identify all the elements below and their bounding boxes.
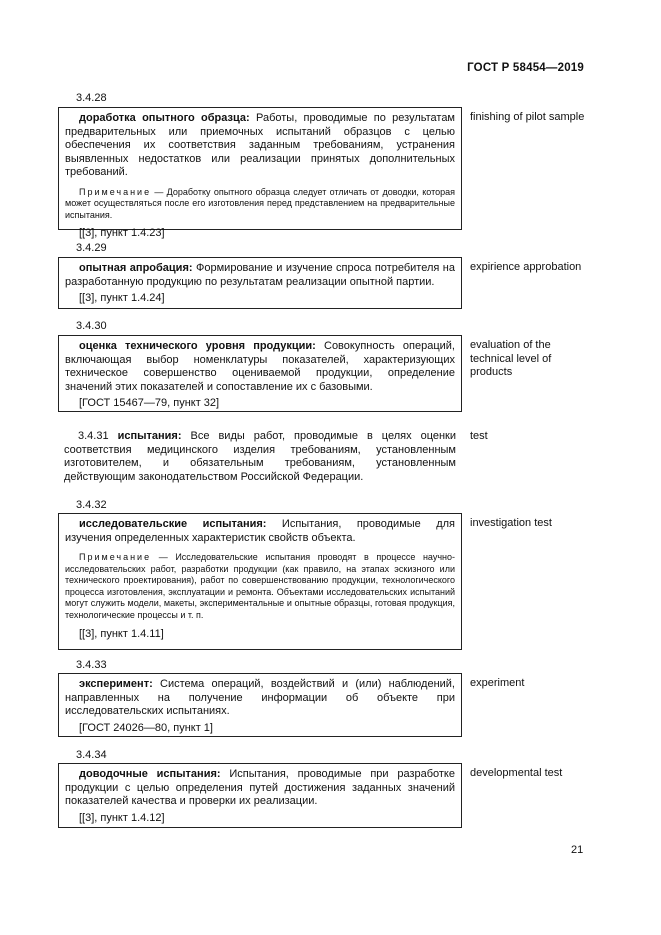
term-number: 3.4.34	[76, 749, 107, 761]
standard-header: ГОСТ Р 58454—2019	[467, 62, 584, 74]
term-box	[58, 257, 462, 309]
english-term: investigation test	[470, 517, 552, 529]
term-name: эксперимент:	[79, 678, 153, 690]
term-name: доводочные испытания:	[79, 768, 221, 780]
term-definition	[65, 340, 455, 394]
english-term: evaluation of the technical level of products	[470, 339, 552, 378]
term-definition	[65, 768, 455, 809]
definition-text: Все виды работ, проводимые в целях оценки соответствия медицинского изделия требованиям, установленным изготовителем, и обязательным требованиям, установленным действующим законодательством Российской Федерации.	[64, 430, 457, 483]
note-label: Примечание	[79, 552, 152, 562]
term-name: исследовательские испытания:	[79, 518, 267, 530]
term-source: [[3], пункт 1.4.24]	[79, 292, 165, 304]
english-term: test	[470, 430, 488, 442]
term-note	[65, 187, 455, 222]
term-box	[58, 107, 462, 240]
term-box	[58, 513, 462, 650]
english-term: expirience approbation	[470, 261, 582, 273]
term-source: [[3], пункт 1.4.23]	[79, 227, 165, 240]
definition-text: Совокупность операций, включающая выбор номенклатуры показателей, характеризующих техническое совершенство оцениваемой продукции, определение значений этих показателей и сопоставление их с базовыми.	[65, 340, 455, 393]
term-name: доработка опытного образца:	[79, 112, 250, 124]
term-source: [ГОСТ 15467—79, пункт 32]	[79, 397, 220, 409]
term-definition	[65, 678, 455, 719]
english-term: experiment	[470, 677, 525, 689]
english-term: developmental test	[470, 767, 563, 779]
definition-text: Система операций, воздействий и (или) наблюдений, направленных на получение информации об объекте при исследовательских испытаниях.	[65, 678, 455, 717]
term-name: испытания:	[117, 430, 182, 442]
definition-text: Испытания, проводимые для изучения определенных характеристик свойств объекта.	[65, 518, 455, 544]
term-definition	[64, 430, 456, 484]
term-number: 3.4.31	[78, 430, 109, 442]
term-source: [[3], пункт 1.4.12]	[79, 811, 165, 824]
note-text: — Исследовательские испытания проводят в процессе научно-исследовательских работ, разработки продукции (как правило, на этапах эскизного или технического проектирования), работ по совершенствованию продукции, технологического процесса изготовления, эксплуатации и ремонта. Объектами исследовательских испытаний могут служить модели, макеты, экспериментальные и опытные образцы, готовая продукция, технологические процессы и т. п.	[65, 552, 455, 620]
term-box	[58, 673, 462, 737]
definition-text: Работы, проводимые по результатам предварительных или приемочных испытаний образцов с целью обеспечения их соответствия заданным требованиям, устранения выявленных недостатков или реализации принятых дополнительных требований.	[65, 112, 455, 178]
term-definition	[65, 112, 455, 180]
term-plain	[58, 430, 462, 484]
term-box	[58, 335, 462, 412]
term-definition	[65, 262, 455, 289]
term-number: 3.4.33	[76, 659, 107, 671]
definition-text: Формирование и изучение спроса потребителя на разработанную продукцию по результатам реализации опытной партии.	[65, 262, 455, 288]
page-number: 21	[571, 844, 584, 856]
english-term: finishing of pilot sample	[470, 111, 585, 123]
definition-text: Испытания, проводимые при разработке продукции с целью определения путей достижения заданных значений показателей качества и проверки их реализации.	[65, 768, 455, 807]
term-number: 3.4.28	[76, 92, 107, 104]
term-note	[65, 552, 455, 622]
note-text: — Доработку опытного образца следует отличать от доводки, которая может осуществляться после его изготовления перед представлением на предварительные испытания.	[65, 186, 455, 220]
term-number: 3.4.29	[76, 242, 107, 254]
term-definition	[65, 518, 455, 545]
term-name: оценка технического уровня продукции:	[79, 340, 316, 352]
term-name: опытная апробация:	[79, 262, 193, 274]
term-source: [[3], пункт 1.4.11]	[79, 627, 164, 640]
term-source: [ГОСТ 24026—80, пункт 1]	[79, 721, 213, 734]
term-box	[58, 763, 462, 828]
term-number: 3.4.30	[76, 320, 107, 332]
term-number: 3.4.32	[76, 499, 107, 511]
note-label: Примечание	[79, 186, 152, 197]
